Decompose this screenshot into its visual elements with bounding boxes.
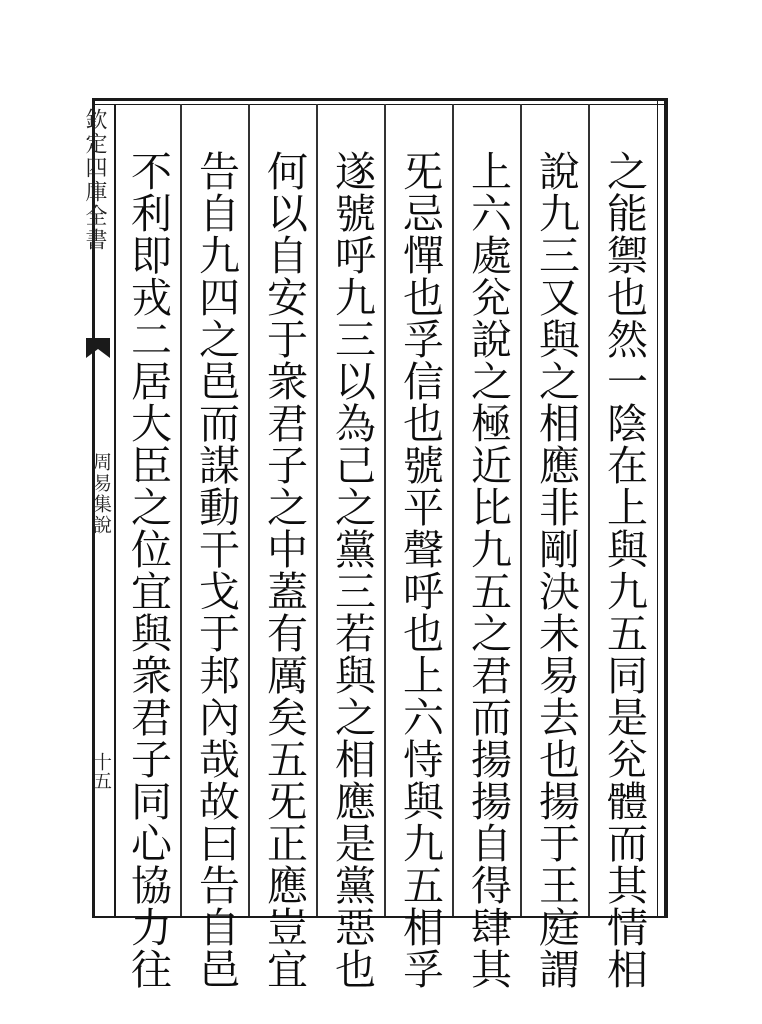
top-border-inner: [92, 104, 667, 105]
column-rule: [588, 104, 590, 916]
column-rule: [520, 104, 522, 916]
right-border-inner: [657, 98, 658, 918]
book-title: 周易集說: [90, 452, 112, 536]
text-column-8: 不利即戎二居大臣之位宜與衆君子同心協力往: [124, 150, 172, 990]
column-rule: [180, 104, 182, 916]
text-column-4: 旡忌憚也孚信也號平聲呼也上六恃與九五相孚: [396, 150, 444, 990]
series-title: 欽定四庫全書: [82, 108, 107, 252]
column-rule: [384, 104, 386, 916]
column-rule: [248, 104, 250, 916]
text-column-2: 說九三又與之相應非剛決未易去也揚于王庭謂: [532, 150, 580, 990]
text-column-1: 之能禦也然一陰在上與九五同是兊體而其情相: [600, 150, 648, 990]
text-column-7: 告自九四之邑而謀動干戈于邦內哉故曰告自邑: [192, 150, 240, 990]
page-number: 十五: [90, 752, 112, 790]
top-border: [92, 98, 667, 101]
column-rule: [316, 104, 318, 916]
text-column-3: 上六處兊說之極近比九五之君而揚揚自得肆其: [464, 150, 512, 990]
text-column-6: 何以自安于衆君子之中蓋有厲矣五旡正應豈宜: [260, 150, 308, 990]
text-column-5: 遂號呼九三以為己之黨三若與之相應是黨惡也: [328, 150, 376, 990]
margin-divider: [114, 104, 116, 916]
right-border-outer: [664, 98, 668, 918]
fishtail-mark-icon: [86, 338, 110, 358]
column-rule: [452, 104, 454, 916]
